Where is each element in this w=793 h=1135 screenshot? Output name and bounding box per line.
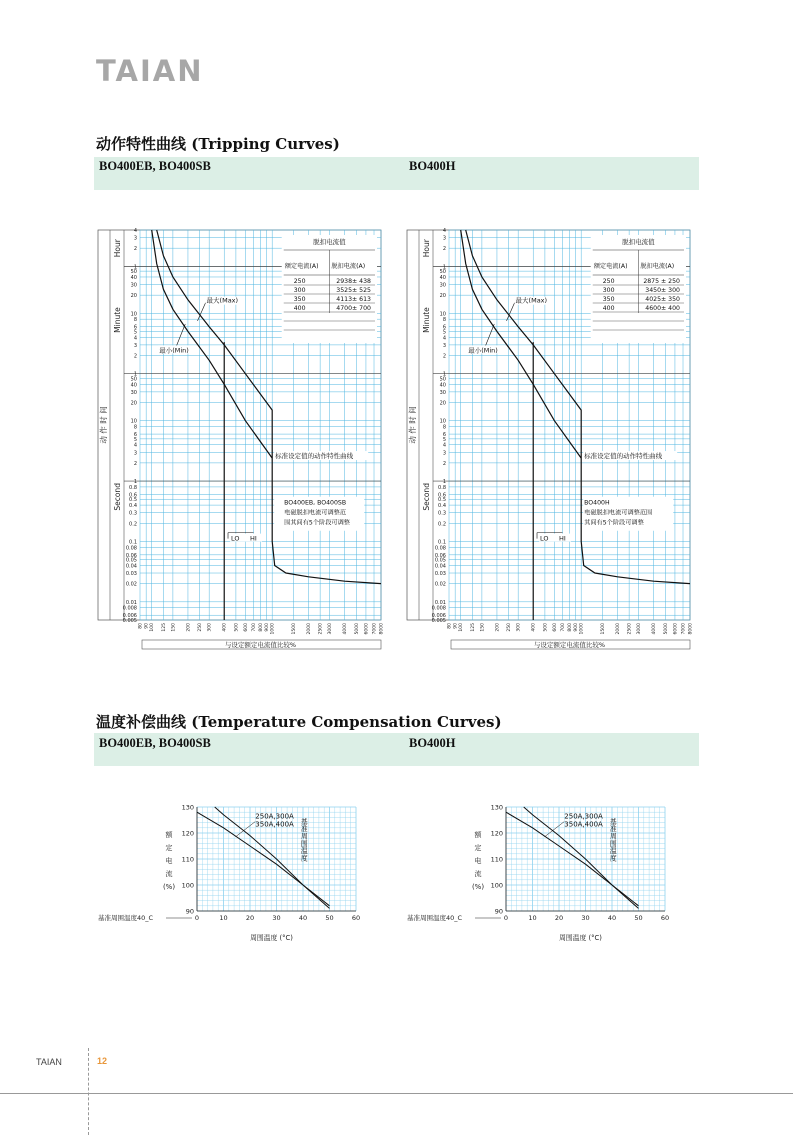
x-tick: 3000	[328, 623, 334, 635]
lo-label: LO	[231, 534, 240, 543]
x-tick: 500	[543, 623, 549, 632]
y-tick: 90	[494, 907, 503, 916]
y-tick-minute: 50	[439, 269, 446, 276]
y-tick: 110	[181, 855, 194, 864]
series-leader	[544, 822, 564, 837]
y-tick-second: 0.01	[434, 599, 446, 606]
y-tick-second: 0.06	[434, 552, 446, 559]
y-tick-minute: 1	[133, 371, 137, 378]
note-line: 围其间有5个阶段可调整	[284, 519, 350, 527]
max-label: 最大(Max)	[515, 296, 548, 305]
series-label-2: 350A,400A	[255, 820, 294, 829]
x-tick: 0	[503, 914, 509, 922]
x-tick: 500	[234, 623, 240, 632]
x-tick: 400	[531, 623, 537, 632]
table-cell-trip: 3450± 300	[645, 287, 680, 294]
hi-label: HI	[250, 534, 257, 543]
y-tick-second: 20	[130, 400, 137, 407]
x-tick: 3000	[637, 623, 643, 635]
table-col2: 脱扣电流(A)	[331, 263, 366, 270]
ref-vertical-char: 准	[300, 825, 308, 834]
x-tick: 90	[453, 623, 459, 629]
x-tick: 400	[222, 623, 228, 632]
y-tick-second: 10	[130, 418, 137, 425]
x-tick: 300	[207, 623, 213, 632]
y-tick-minute: 1	[442, 371, 446, 378]
y-label-char: (%)	[471, 883, 485, 891]
table-cell-rating: 250	[602, 278, 615, 285]
ref-vertical-char: 基	[609, 817, 617, 826]
x-tick: 125	[470, 623, 476, 632]
x-tick: 700	[561, 623, 567, 632]
x-axis-label: 与设定额定电流值比较%	[533, 641, 606, 649]
table-title: 脱扣电流值	[622, 238, 655, 246]
series-label-2: 350A,400A	[564, 820, 603, 829]
min-label: 最小(Min)	[159, 346, 189, 355]
ref-vertical-char: 围	[300, 839, 308, 848]
note-line: 电磁脱扣电流可调整范围	[584, 509, 653, 517]
y-tick-second: 6	[442, 432, 446, 439]
table-cell-rating: 350	[602, 296, 615, 303]
x-tick: 60	[660, 914, 670, 922]
ref-vertical-char: 度	[609, 854, 617, 863]
x-tick: 100	[459, 623, 465, 632]
tripping-right-model: BO400H	[409, 159, 456, 173]
table-cell-rating: 300	[293, 287, 306, 294]
x-tick: 8000	[688, 623, 694, 635]
bottom-rule	[0, 1093, 793, 1094]
ref-temp-label: 基准周围温度40_C	[98, 914, 154, 922]
y-tick-hour: 3	[442, 235, 446, 242]
ref-vertical-char: 围	[609, 839, 617, 848]
y-tick-hour: 1	[442, 264, 446, 271]
y-label-char: 电	[474, 857, 482, 865]
y-tick-hour: 2	[133, 246, 137, 253]
x-tick: 125	[161, 623, 167, 632]
y-tick-minute: 50	[130, 269, 137, 276]
curve-label: 标准设定值的动作特性曲线	[584, 452, 663, 461]
y-tick-second: 0.06	[125, 552, 137, 559]
y-label-char: 定	[474, 844, 482, 852]
table-title: 脱扣电流值	[313, 238, 346, 246]
y-tick-second: 0.3	[129, 510, 137, 517]
y-label-char: 流	[165, 870, 173, 878]
y-tick-minute: 4	[133, 335, 137, 342]
y-tick-second: 10	[439, 418, 446, 425]
table-cell-trip: 4025± 350	[645, 296, 680, 303]
y-tick-second: 1	[133, 479, 137, 486]
table-cell-rating: 250	[293, 278, 306, 285]
x-tick: 100	[150, 623, 156, 632]
y-tick-minute: 6	[133, 324, 137, 331]
ref-vertical-char: 基	[300, 817, 308, 826]
max-label: 最大(Max)	[206, 296, 239, 305]
y-label-char: 额	[474, 831, 482, 839]
y-tick-minute: 2	[133, 353, 137, 360]
y-tick-second: 5	[133, 436, 137, 443]
x-tick: 2000	[306, 623, 312, 635]
x-tick: 20	[554, 914, 564, 922]
y-tick-minute: 40	[439, 274, 446, 281]
table-cell-rating: 300	[602, 287, 615, 294]
x-tick: 300	[516, 623, 522, 632]
y-tick: 130	[490, 803, 503, 812]
ref-temp-label: 基准周围温度40_C	[407, 914, 463, 922]
hi-label: HI	[559, 534, 566, 543]
y-tick: 130	[181, 803, 194, 812]
y-axis-label: 动 作 时 间	[408, 406, 417, 444]
x-tick: 150	[480, 623, 486, 632]
x-tick: 800	[568, 623, 573, 632]
x-tick: 4000	[343, 623, 349, 635]
min-label: 最小(Min)	[468, 346, 498, 355]
y-tick-second: 8	[133, 424, 137, 431]
x-tick: 1500	[600, 623, 606, 635]
binding-line	[88, 1048, 89, 1135]
x-tick: 800	[259, 623, 264, 632]
x-axis-label: 与设定额定电流值比较%	[224, 641, 297, 649]
y-unit-hour: Hour	[422, 239, 431, 258]
y-tick-second: 0.05	[125, 557, 137, 564]
x-tick: 60	[351, 914, 361, 922]
table-cell-rating: 400	[602, 305, 615, 312]
table-col2: 脱扣电流(A)	[640, 263, 675, 270]
table-cell-trip: 2938± 438	[336, 278, 371, 285]
y-unit-second: Second	[113, 483, 122, 511]
x-tick: 50	[634, 914, 643, 922]
note-line: BO400EB, BO400SB	[284, 499, 347, 507]
y-tick-hour: 4	[133, 228, 137, 234]
y-tick-second: 0.02	[125, 581, 137, 588]
x-tick: 80	[447, 623, 453, 629]
y-unit-second: Second	[422, 483, 431, 511]
table-col1: 额定电流(A)	[593, 263, 628, 270]
y-tick-second: 30	[130, 389, 137, 396]
table-cell-trip: 4600± 400	[645, 305, 680, 312]
y-axis-label: 动 作 时 间	[99, 406, 108, 444]
y-tick-second: 2	[133, 460, 137, 467]
x-tick: 150	[171, 623, 177, 632]
x-tick: 6000	[364, 623, 370, 635]
y-tick-second: 8	[442, 424, 446, 431]
x-tick: 6000	[673, 623, 679, 635]
x-tick: 5000	[354, 623, 360, 635]
x-tick: 30	[272, 914, 281, 922]
y-tick-second: 0.5	[129, 497, 137, 504]
y-tick-minute: 3	[442, 342, 446, 349]
ref-vertical-char: 温	[300, 847, 308, 856]
x-tick: 80	[138, 623, 144, 629]
y-tick-second: 0.1	[129, 539, 137, 546]
y-tick-minute: 5	[133, 329, 137, 336]
tripping-section-title: 动作特性曲线 (Tripping Curves)	[96, 135, 340, 153]
x-tick: 5000	[663, 623, 669, 635]
y-tick-minute: 2	[442, 353, 446, 360]
table-cell-trip: 2875 ± 250	[643, 278, 680, 285]
y-tick-second: 0.02	[434, 581, 446, 588]
x-tick: 1000	[579, 623, 585, 635]
y-tick-second: 0.006	[431, 613, 446, 620]
y-tick-second: 1	[442, 479, 446, 486]
y-tick-second: 0.04	[125, 563, 137, 570]
temperature-chart-right	[405, 798, 695, 948]
y-tick-second: 0.008	[122, 605, 137, 612]
note-line: 电磁脱扣电流可调整范	[284, 509, 347, 517]
page-number: 12	[97, 1056, 108, 1066]
y-tick-second: 0.2	[438, 521, 446, 528]
y-tick-second: 0.006	[122, 613, 137, 620]
y-tick: 100	[181, 881, 194, 890]
y-tick-second: 2	[442, 460, 446, 467]
x-tick: 90	[144, 623, 150, 629]
y-label-char: 额	[165, 831, 173, 839]
ref-vertical-char: 度	[300, 854, 308, 863]
series-label-1: 250A,300A	[564, 812, 603, 821]
y-tick-minute: 4	[442, 335, 446, 342]
y-tick-second: 0.08	[434, 545, 446, 552]
y-tick: 110	[490, 855, 503, 864]
y-tick-minute: 10	[439, 311, 446, 318]
series-label-1: 250A,300A	[255, 812, 294, 821]
lo-label: LO	[540, 534, 549, 543]
x-tick: 8000	[379, 623, 385, 635]
x-tick: 900	[574, 623, 580, 632]
ref-vertical-char: 准	[609, 825, 617, 834]
x-tick: 2500	[627, 623, 633, 635]
x-tick: 2500	[318, 623, 324, 635]
x-tick: 40	[298, 914, 308, 922]
y-tick: 120	[490, 829, 503, 838]
y-tick-second: 5	[442, 436, 446, 443]
y-tick-hour: 4	[442, 228, 446, 234]
y-tick-second: 4	[133, 442, 137, 449]
x-tick: 200	[186, 623, 192, 632]
x-tick: 4000	[652, 623, 658, 635]
y-tick: 90	[185, 907, 194, 916]
x-tick: 250	[198, 623, 204, 632]
ref-vertical-char: 周	[609, 832, 617, 841]
y-tick-minute: 8	[442, 317, 446, 324]
note-line: 其间有5个阶段可调整	[584, 519, 644, 527]
y-tick-second: 0.1	[438, 539, 446, 546]
ref-vertical-char: 温	[609, 847, 617, 856]
brand-logo: TAIAN	[96, 54, 204, 88]
y-tick-minute: 30	[439, 282, 446, 289]
y-tick-second: 50	[439, 376, 446, 383]
y-label-char: 流	[474, 870, 482, 878]
x-tick: 900	[265, 623, 271, 632]
y-tick-hour: 2	[442, 246, 446, 253]
y-tick-hour: 3	[133, 235, 137, 242]
table-cell-trip: 4113± 613	[336, 296, 371, 303]
table-cell-trip: 4700± 700	[336, 305, 371, 312]
x-tick: 1000	[270, 623, 276, 635]
x-tick: 20	[245, 914, 255, 922]
x-tick: 1500	[291, 623, 297, 635]
note-line: BO400H	[584, 499, 610, 507]
y-tick-minute: 40	[130, 274, 137, 281]
x-tick: 7000	[372, 623, 378, 635]
y-tick-second: 0.4	[129, 503, 137, 510]
x-axis-label: 周围温度 (°C)	[250, 934, 293, 942]
x-tick: 2000	[615, 623, 621, 635]
y-tick-second: 30	[439, 389, 446, 396]
y-tick-minute: 20	[439, 293, 446, 300]
y-tick-second: 0.6	[438, 492, 446, 499]
y-tick: 120	[181, 829, 194, 838]
x-tick: 30	[581, 914, 590, 922]
y-tick: 100	[490, 881, 503, 890]
temperature-left-model: BO400EB, BO400SB	[99, 736, 211, 750]
x-tick: 600	[243, 623, 249, 632]
curve-label: 标准设定值的动作特性曲线	[275, 452, 354, 461]
y-tick-second: 0.5	[438, 497, 446, 504]
footer-brand: TAIAN	[36, 1057, 62, 1067]
y-tick-minute: 8	[133, 317, 137, 324]
x-tick: 0	[194, 914, 200, 922]
temperature-section-title: 温度补偿曲线 (Temperature Compensation Curves)	[96, 713, 502, 731]
y-tick-second: 0.6	[129, 492, 137, 499]
y-tick-minute: 3	[133, 342, 137, 349]
y-tick-second: 40	[439, 382, 446, 389]
y-tick-second: 0.08	[125, 545, 137, 552]
tripping-left-model: BO400EB, BO400SB	[99, 159, 211, 173]
y-tick-second: 3	[442, 450, 446, 457]
y-tick-minute: 5	[442, 329, 446, 336]
y-tick-second: 20	[439, 400, 446, 407]
y-tick-second: 40	[130, 382, 137, 389]
y-tick-second: 0.008	[431, 605, 446, 612]
tripping-chart-left	[96, 225, 396, 655]
y-tick-second: 0.03	[125, 571, 137, 578]
y-label-char: (%)	[162, 883, 176, 891]
y-tick-second: 0.05	[434, 557, 446, 564]
x-tick: 40	[607, 914, 617, 922]
y-tick-second: 0.3	[438, 510, 446, 517]
y-tick-second: 0.04	[434, 563, 446, 570]
y-unit-minute: Minute	[422, 307, 431, 333]
y-tick-second: 0.2	[129, 521, 137, 528]
y-label-char: 电	[165, 857, 173, 865]
y-tick-hour: 1	[133, 264, 137, 271]
series-leader	[235, 822, 255, 837]
table-cell-rating: 350	[293, 296, 306, 303]
y-tick-second: 0.8	[438, 484, 446, 491]
temperature-chart-left	[96, 798, 386, 948]
y-unit-hour: Hour	[113, 239, 122, 258]
tripping-chart-right	[405, 225, 705, 655]
x-tick: 10	[528, 914, 537, 922]
y-unit-minute: Minute	[113, 307, 122, 333]
y-tick-second: 0.03	[434, 571, 446, 578]
table-col1: 额定电流(A)	[284, 263, 319, 270]
y-tick-second: 50	[130, 376, 137, 383]
y-tick-second: 0.8	[129, 484, 137, 491]
ref-vertical-char: 周	[300, 832, 308, 841]
y-tick-second: 0.005	[431, 618, 446, 624]
x-tick: 50	[325, 914, 334, 922]
table-cell-rating: 400	[293, 305, 306, 312]
y-label-char: 定	[165, 844, 173, 852]
x-tick: 700	[252, 623, 258, 632]
x-axis-label: 周围温度 (°C)	[559, 934, 602, 942]
y-tick-second: 0.4	[438, 503, 446, 510]
y-tick-minute: 6	[442, 324, 446, 331]
table-cell-trip: 3525± 525	[336, 287, 371, 294]
y-tick-second: 0.005	[122, 618, 137, 624]
y-tick-second: 3	[133, 450, 137, 457]
x-tick: 200	[495, 623, 501, 632]
temperature-right-model: BO400H	[409, 736, 456, 750]
y-tick-minute: 10	[130, 311, 137, 318]
x-tick: 7000	[681, 623, 687, 635]
y-tick-second: 6	[133, 432, 137, 439]
y-tick-minute: 20	[130, 293, 137, 300]
y-tick-second: 4	[442, 442, 446, 449]
x-tick: 250	[507, 623, 513, 632]
x-tick: 10	[219, 914, 228, 922]
y-tick-second: 0.01	[125, 599, 137, 606]
y-tick-minute: 30	[130, 282, 137, 289]
x-tick: 600	[552, 623, 558, 632]
